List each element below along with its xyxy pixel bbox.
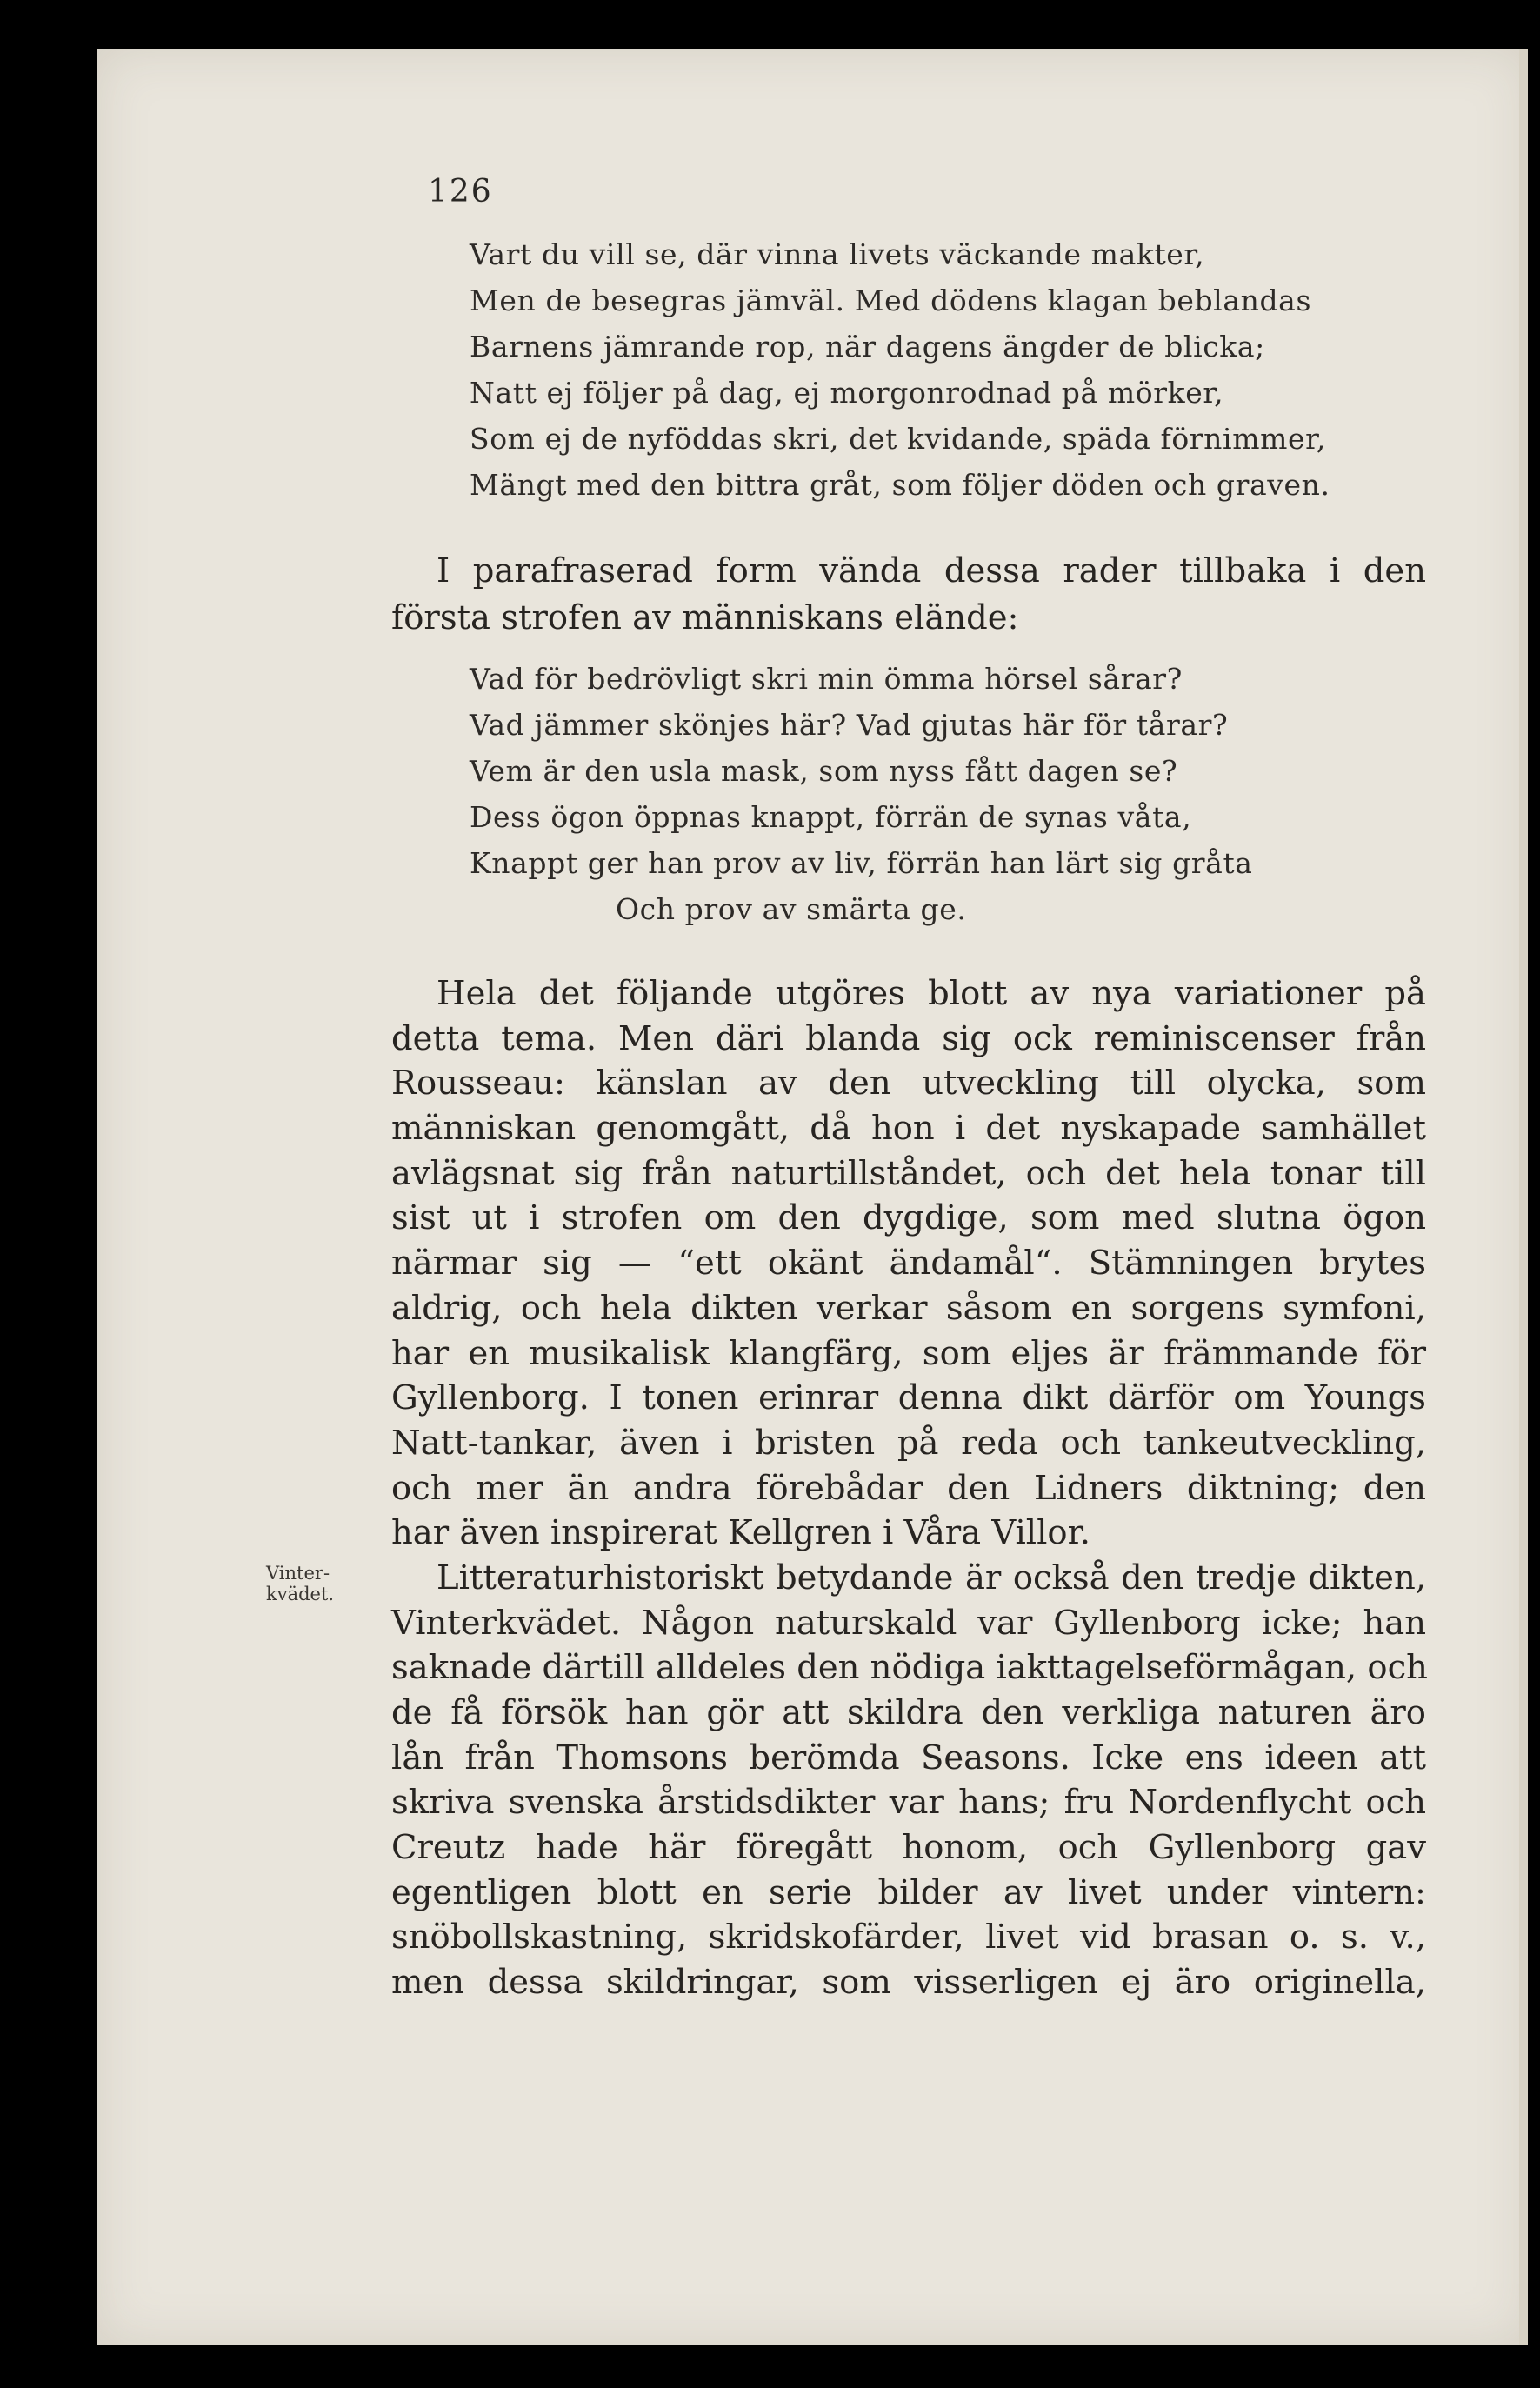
- page-number: 126: [428, 174, 493, 210]
- paragraph-line: lån från Thomsons berömda Seasons. Icke ens ideen att: [391, 1738, 1426, 1778]
- paragraph-line: avlägsnat sig från naturtillståndet, och det hela tonar till: [391, 1153, 1426, 1193]
- paragraph-line: har även inspirerat Kellgren i Våra Villor.: [391, 1513, 1091, 1553]
- verse-line: Dess ögon öppnas knappt, förrän de synas våta,: [470, 800, 1192, 834]
- page-edge: [1519, 49, 1528, 2345]
- paragraph-line: första strofen av människans elände:: [391, 598, 1019, 637]
- verse-line: Vem är den usla mask, som nyss fått dagen se?: [470, 754, 1178, 788]
- verse-line: Men de besegras jämväl. Med dödens klagan beblandas: [470, 283, 1311, 317]
- paragraph-line: Litteraturhistoriskt betydande är också den tredje dikten,: [437, 1558, 1426, 1598]
- paragraph-line: de få försök han gör att skildra den verkliga naturen äro: [391, 1693, 1426, 1732]
- paragraph-line: aldrig, och hela dikten verkar såsom en sorgens symfoni,: [391, 1288, 1426, 1328]
- paragraph-line: I parafraserad form vända dessa rader tillbaka i den: [437, 551, 1426, 590]
- margin-note: [266, 1563, 334, 1604]
- paragraph-line: saknade därtill alldeles den nödiga iakttagelseförmågan, och: [391, 1648, 1428, 1688]
- paragraph-line: snöbollskastning, skridskofärder, livet vid brasan o. s. v.,: [391, 1918, 1426, 1958]
- paragraph-line: sist ut i strofen om den dygdige, som med slutna ögon: [391, 1198, 1426, 1238]
- paragraph-line: människan genomgått, då hon i det nyskapade samhället: [391, 1109, 1426, 1149]
- paragraph-line: Gyllenborg. I tonen erinrar denna dikt därför om Youngs: [391, 1378, 1426, 1418]
- verse-line: Barnens jämrande rop, när dagens ängder de blicka;: [470, 330, 1265, 364]
- verse-line: Som ej de nyföddas skri, det kvidande, späda förnimmer,: [470, 422, 1326, 456]
- paragraph-line: och mer än andra förebådar den Lidners diktning; den: [391, 1468, 1426, 1508]
- verse-line: Vad för bedrövligt skri min ömma hörsel sårar?: [470, 662, 1183, 696]
- verse-line: Natt ej följer på dag, ej morgonrodnad på mörker,: [470, 376, 1224, 410]
- verse-line: Mängt med den bittra gråt, som följer döden och graven.: [470, 468, 1330, 502]
- verse-line: Knappt ger han prov av liv, förrän han lärt sig gråta: [470, 846, 1253, 880]
- verse-block-1: [470, 231, 1330, 508]
- margin-note-line: kvädet.: [266, 1584, 335, 1604]
- paragraph-line: Natt-tankar, även i bristen på reda och tankeutveckling,: [391, 1423, 1426, 1463]
- paragraph-line: Rousseau: känslan av den utveckling till olycka, som: [391, 1064, 1426, 1104]
- paragraph-line: detta tema. Men däri blanda sig ock reminiscenser från: [391, 1018, 1426, 1058]
- verse-line: Vad jämmer skönjes här? Vad gjutas här för tårar?: [470, 708, 1229, 742]
- paragraph-line: närmar sig — “ett okänt ändamål“. Stämningen brytes: [391, 1244, 1426, 1284]
- paragraph-line: Creutz hade här föregått honom, och Gyllenborg gav: [391, 1828, 1426, 1868]
- paragraph-line: skriva svenska årstidsdikter var hans; fru Nordenflycht och: [391, 1783, 1426, 1823]
- verse-line: Vart du vill se, där vinna livets väckande makter,: [470, 237, 1205, 271]
- paragraph-line: har en musikalisk klangfärg, som eljes är främmande för: [391, 1333, 1426, 1373]
- margin-note-line: Vinter-: [266, 1563, 330, 1584]
- paragraph-line: egentligen blott en serie bilder av livet under vintern:: [391, 1872, 1426, 1912]
- paragraph-line: Hela det följande utgöres blott av nya variationer på: [437, 974, 1426, 1013]
- verse-block-2: [470, 656, 1253, 932]
- verse-line: Och prov av smärta ge.: [616, 892, 967, 926]
- paragraph-line: men dessa skildringar, som visserligen ej äro originella,: [391, 1963, 1426, 2003]
- paragraph-line: Vinterkvädet. Någon naturskald var Gyllenborg icke; han: [391, 1603, 1426, 1643]
- main-paragraph: [391, 971, 1426, 2005]
- intro-paragraph: [391, 548, 1426, 642]
